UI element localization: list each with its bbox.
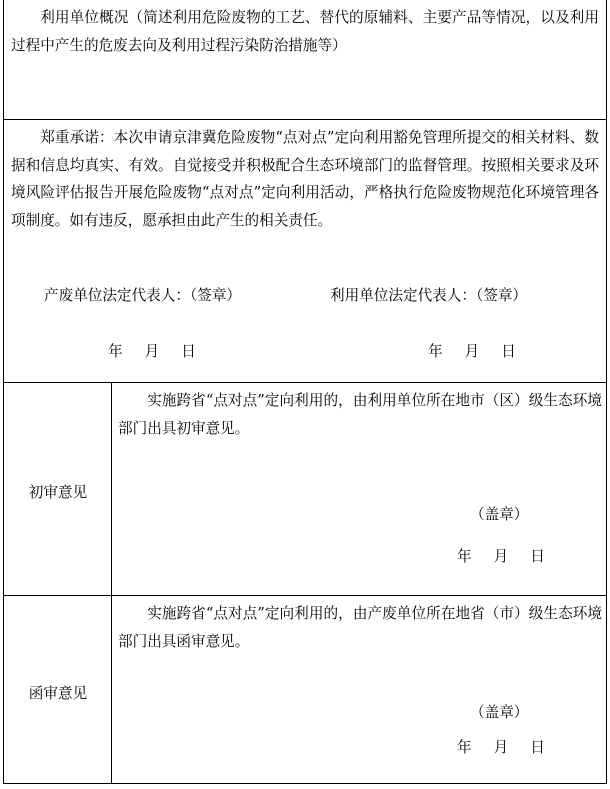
preliminary-review-date <box>457 545 545 566</box>
letter-review-label-cell <box>4 596 112 783</box>
date-day: 日 <box>530 548 545 565</box>
date-day: 日 <box>181 343 196 360</box>
preliminary-review-label-cell <box>4 383 112 595</box>
letter-review-label: 函审意见 <box>28 685 88 702</box>
date-month: 月 <box>493 548 509 565</box>
preliminary-review-text: 实施跨省“点对点”定向利用的，由利用单位所在地市（区）级生态环境部门出具初审意见。 <box>118 392 602 437</box>
date-month: 月 <box>464 343 480 360</box>
letter-review-content-cell <box>112 596 606 783</box>
letter-review-section <box>4 596 606 783</box>
letter-review-text: 实施跨省“点对点”定向利用的，由产废单位所在地省（市）级生态环境部门出具函审意见。 <box>118 605 602 650</box>
commitment-text: 郑重承诺：本次申请京津冀危险废物“点对点”定向利用豁免管理所提交的相关材料、数据和信息均真实、有效。自觉接受并积极配合生态环境部门的监督管理。按照相关要求及环境风险评估报告开展危险废物“点对点”定向利用活动，严格执行危险废物规范化环境管理各项制度。如有违反，愿承担由此产生的相关责任。 <box>11 129 599 229</box>
date-month: 月 <box>493 739 509 756</box>
letter-review-seal-label: （盖章） <box>470 704 529 721</box>
date-year: 年 <box>108 343 123 360</box>
producer-representative-signature-label: 产废单位法定代表人：（签章） <box>44 287 242 304</box>
user-representative-signature-label: 利用单位法定代表人：（签章） <box>330 287 528 304</box>
date-year: 年 <box>428 343 443 360</box>
preliminary-review-section <box>4 383 606 596</box>
overview-section <box>4 0 606 120</box>
preliminary-review-seal-label: （盖章） <box>470 506 529 523</box>
preliminary-review-label: 初审意见 <box>28 484 88 501</box>
commitment-section <box>4 120 606 383</box>
preliminary-review-content-cell <box>112 383 606 595</box>
user-sign-date <box>428 340 516 361</box>
date-day: 日 <box>501 343 516 360</box>
date-month: 月 <box>144 343 160 360</box>
date-year: 年 <box>457 548 472 565</box>
producer-sign-date <box>108 340 196 361</box>
date-day: 日 <box>530 739 545 756</box>
overview-text: 利用单位概况（简述利用危险废物的工艺、替代的原辅料、主要产品等情况，以及利用过程中产生的危废去向及利用过程污染防治措施等） <box>11 9 599 54</box>
date-year: 年 <box>457 739 472 756</box>
application-form-table <box>3 0 607 784</box>
letter-review-date <box>457 736 545 757</box>
